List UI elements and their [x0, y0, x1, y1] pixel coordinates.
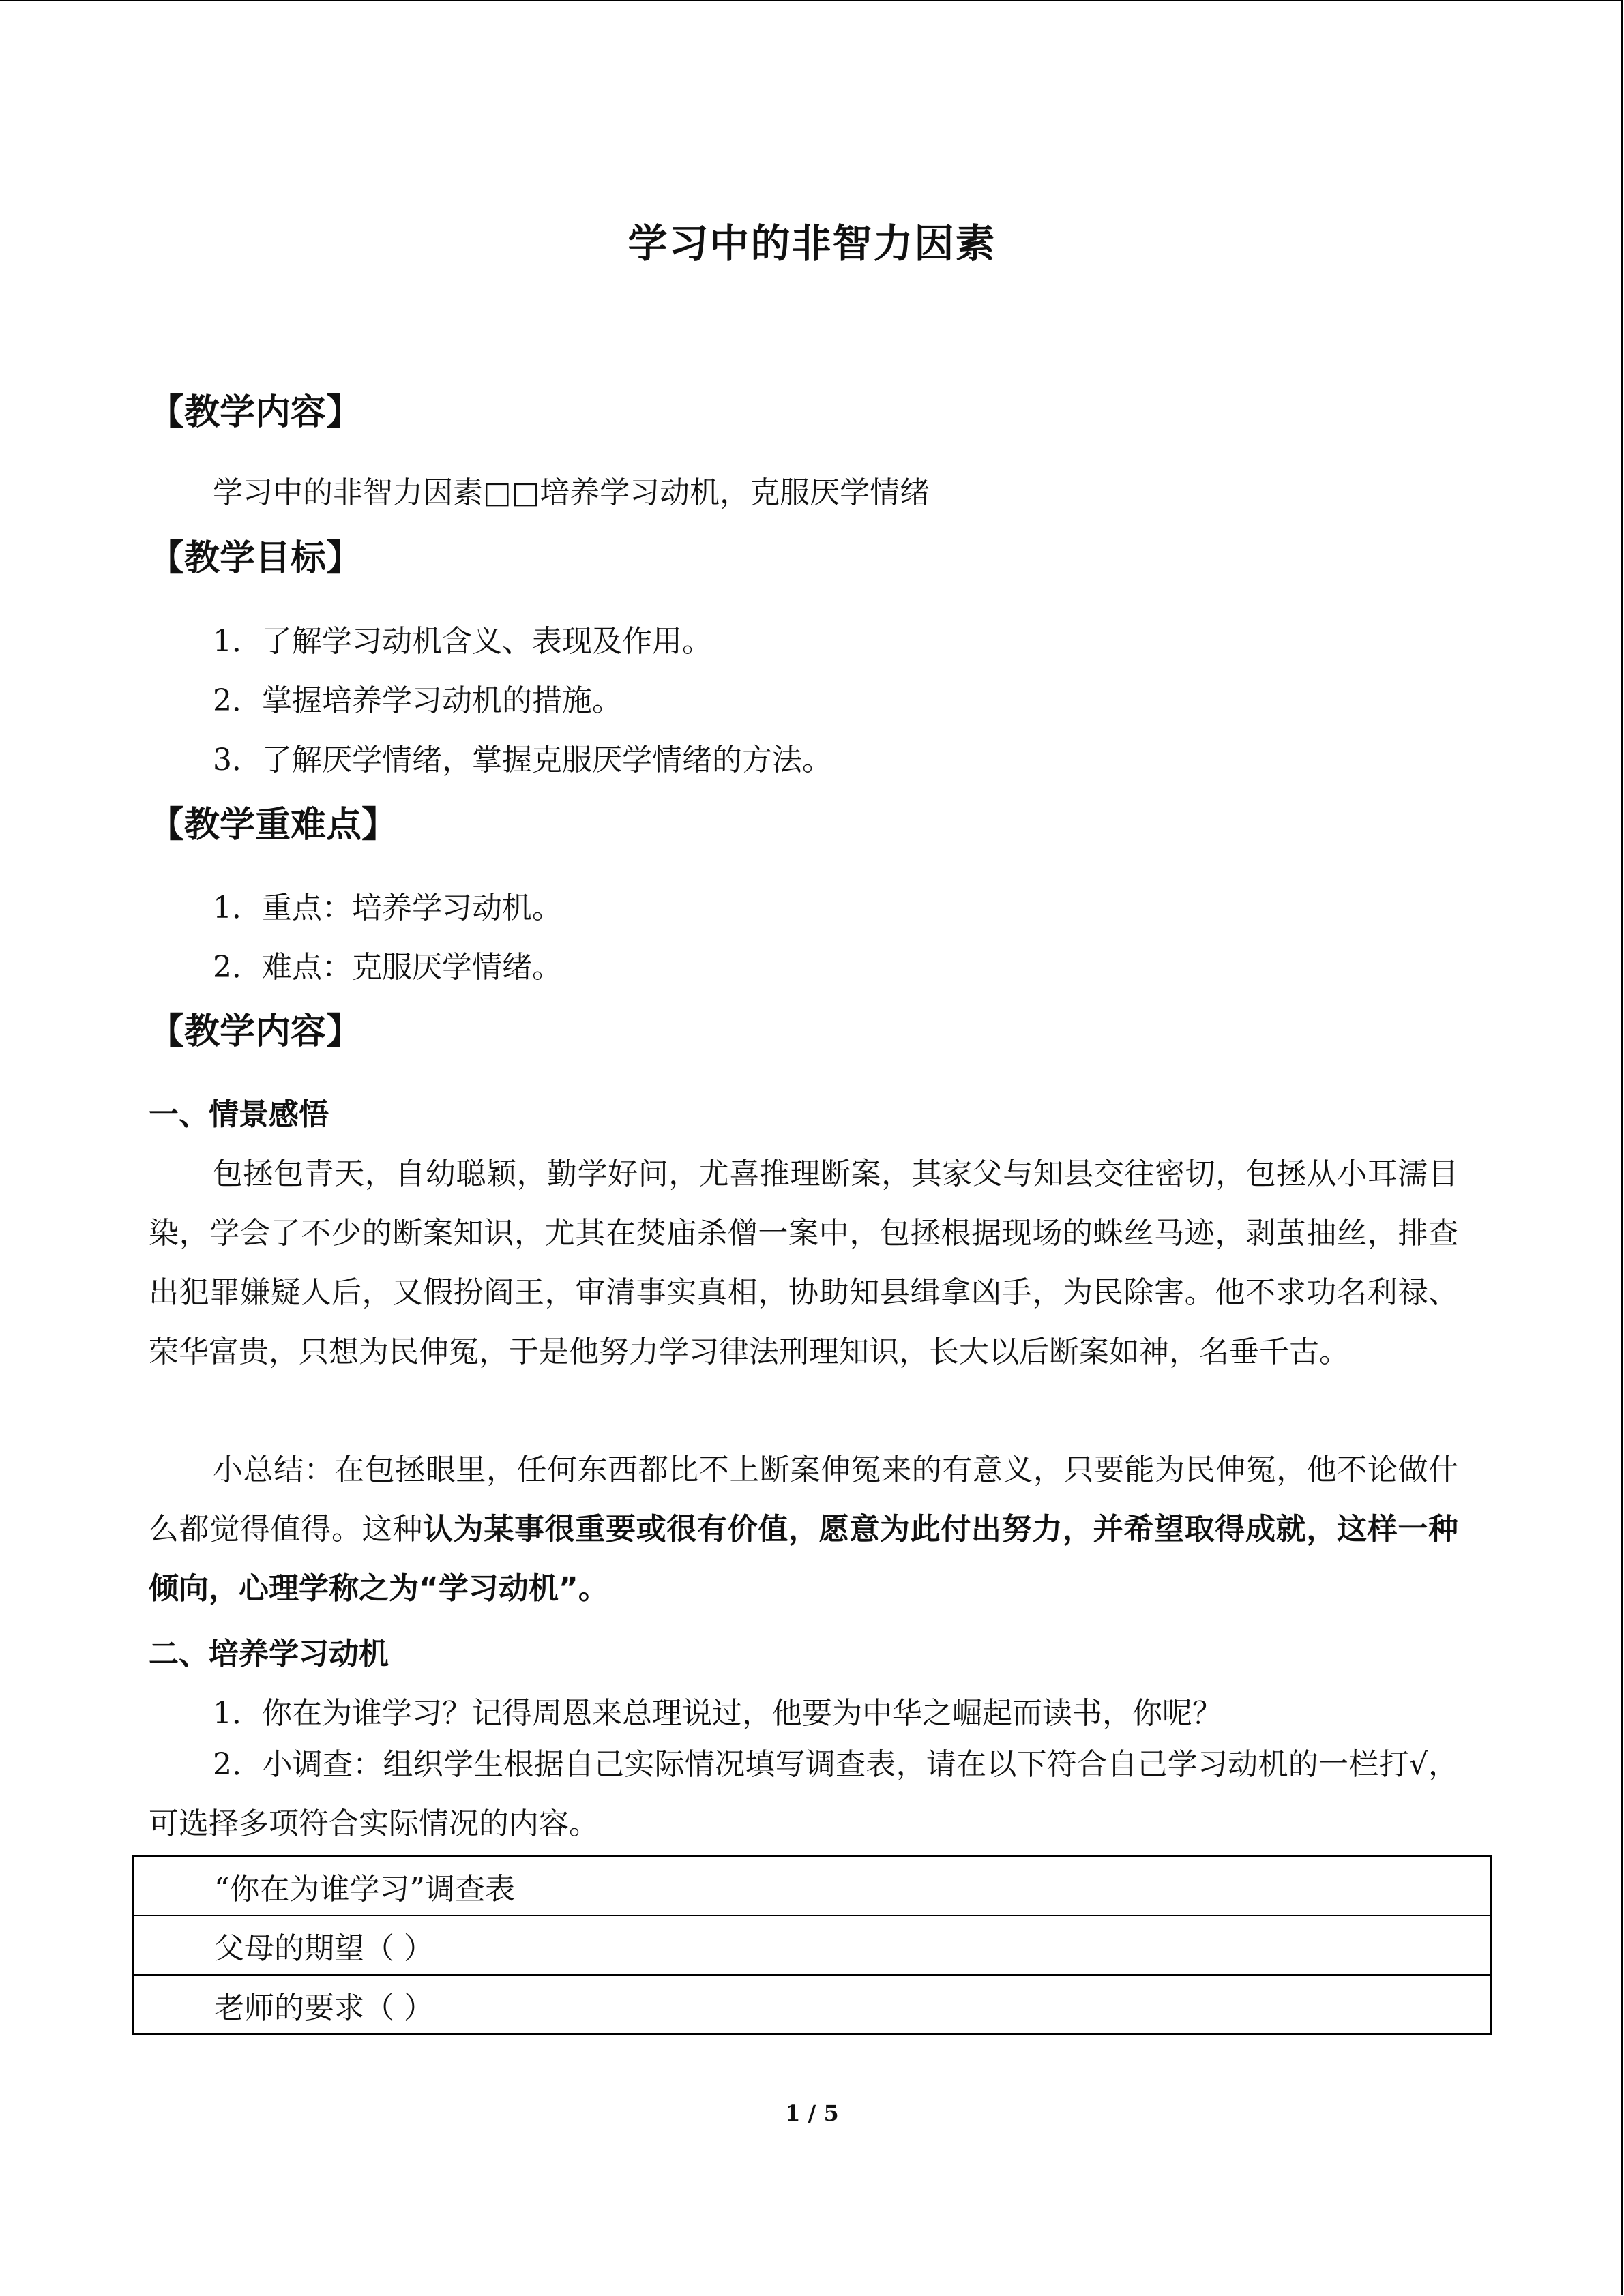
- table-cell-option: 老师的要求（ ）: [133, 1975, 1491, 2034]
- section-heading-content: 【教学内容】: [149, 392, 362, 433]
- part2-question-1: 1．你在为谁学习？记得周恩来总理说过，他要为中华之崛起而读书，你呢？: [213, 1696, 1222, 1731]
- document-title: 学习中的非智力因素: [628, 220, 996, 267]
- table-cell-option: 父母的期望（ ）: [133, 1915, 1491, 1975]
- table-row: [133, 1856, 1491, 1915]
- section-heading-goals: 【教学目标】: [149, 538, 362, 579]
- part1-summary-normal: 小总结：在包拯眼里，任何东西都比不上断案伸冤来的有意义，只要能为民伸冤，他不论做什么都觉得值得。这种: [149, 1452, 1458, 1547]
- key-point-item: 1．重点：培养学习动机。: [213, 891, 562, 925]
- part2-question-2: 2．小调查：组织学生根据自己实际情况填写调查表，请在以下符合自己学习动机的一栏打√，可选择多项符合实际情况的内容。: [149, 1747, 1458, 1841]
- table-row: [133, 1975, 1491, 2034]
- part1-story: 包拯包青天，自幼聪颖，勤学好问，尤喜推理断案，其家父与知县交往密切，包拯从小耳濡目染，学会了不少的断案知识，尤其在焚庙杀僧一案中，包拯根据现场的蛛丝马迹，剥茧抽丝，排查出犯罪嫌疑人后，又假扮阎王，审清事实真相，协助知县缉拿凶手，为民除害。他不求功名利禄、荣华富贵，只想为民伸冤，于是他努力学习律法刑理知识，长大以后断案如神，名垂千古。: [149, 1157, 1458, 1369]
- goal-item: 3．了解厌学情绪，掌握克服厌学情绪的方法。: [213, 743, 832, 777]
- part1-summary-bold: 认为某事很重要或很有价值，愿意为此付出努力，并希望取得成就，这样一种倾向，心理学称之为“学习动机”。: [149, 1512, 1458, 1606]
- section-heading-key-points: 【教学重难点】: [149, 805, 398, 846]
- goal-item: 1．了解学习动机含义、表现及作用。: [213, 624, 712, 659]
- survey-table: [132, 1855, 1492, 2035]
- goal-item: 2．掌握培养学习动机的措施。: [213, 683, 622, 718]
- table-row: [133, 1915, 1491, 1975]
- part1-heading: 一、情景感悟: [149, 1097, 329, 1132]
- content-text: 学习中的非智力因素□□培养学习动机，克服厌学情绪: [213, 475, 930, 510]
- key-point-item: 2．难点：克服厌学情绪。: [213, 950, 562, 985]
- part1-summary: [149, 1440, 1458, 1618]
- section-heading-content-2: 【教学内容】: [149, 1011, 362, 1052]
- page-number: 1 / 5: [785, 2100, 839, 2126]
- table-cell-title: “你在为谁学习”调查表: [133, 1856, 1491, 1915]
- part2-heading: 二、培养学习动机: [149, 1637, 389, 1671]
